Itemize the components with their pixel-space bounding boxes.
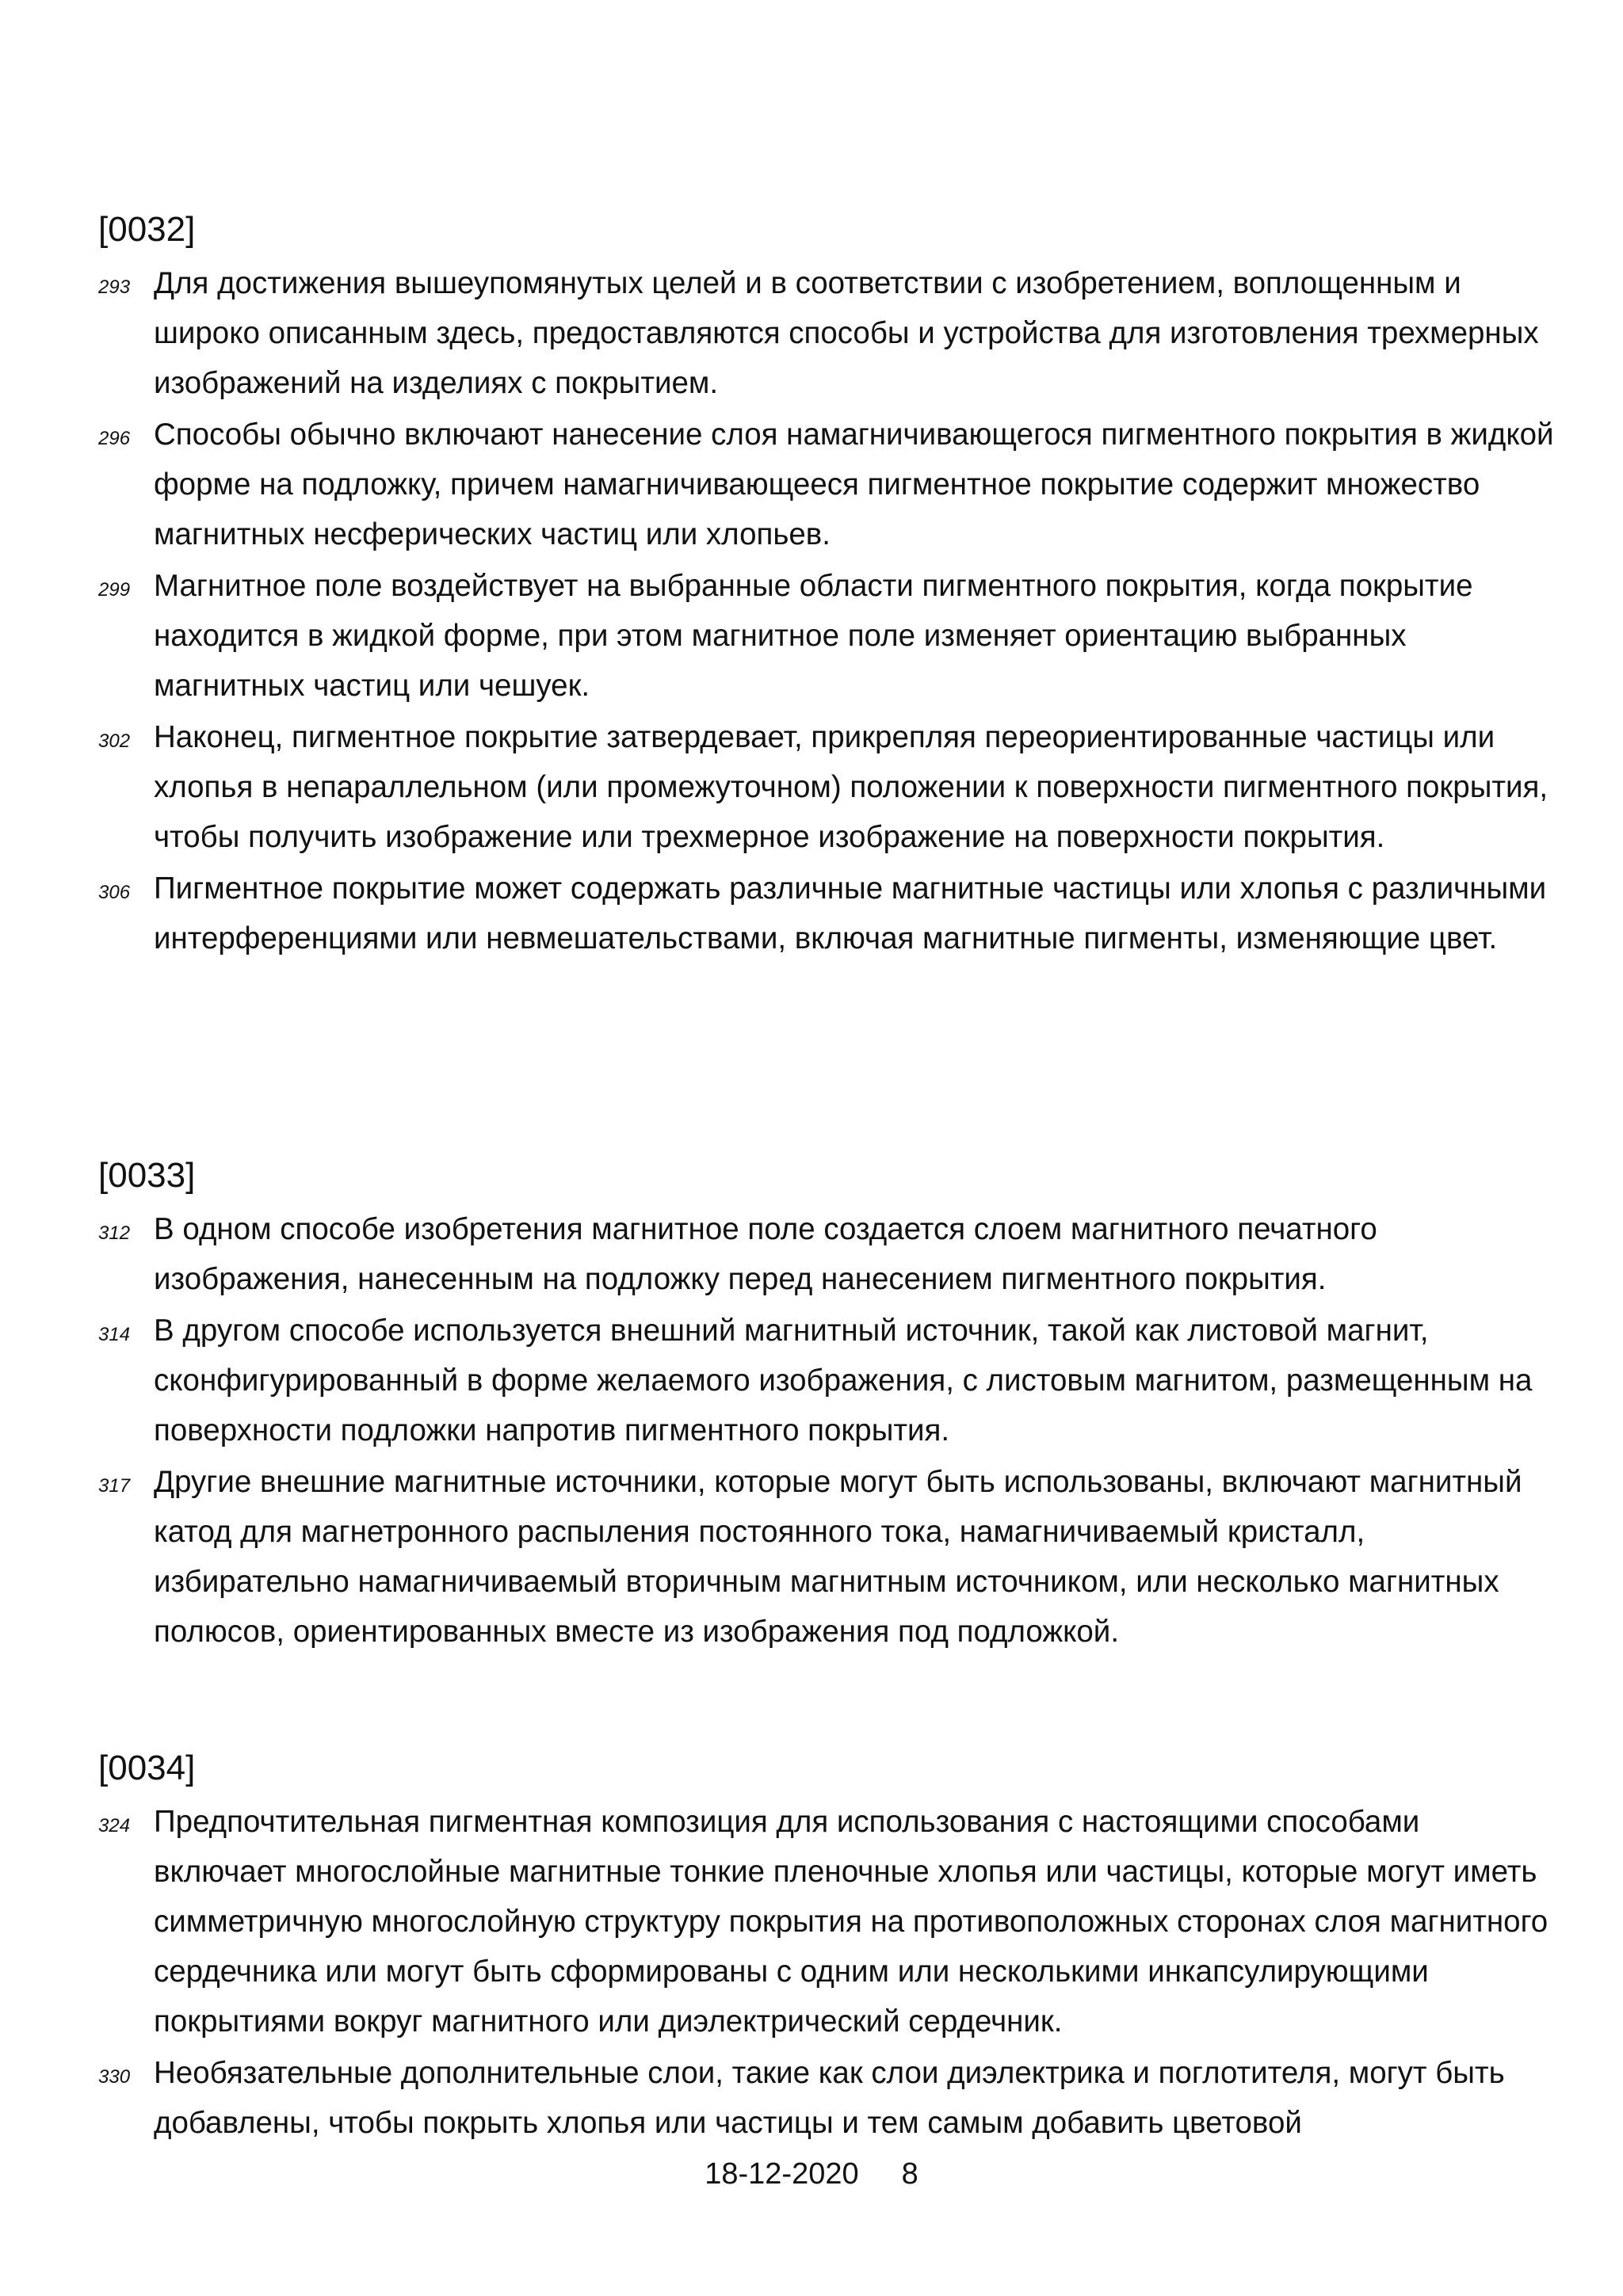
sentence-text: В другом способе используется внешний магнитный источник, такой как листовой магнит, сконфигурированный в форме желаемого изображения, с листовым магнитом, размещенным на поверхности подложки напротив пигментного покрытия. xyxy=(154,1314,1533,1447)
sentence-text: Пигментное покрытие может содержать различные магнитные частицы или хлопья с различными интерференциями или невмешательствами, включая магнитные пигменты, изменяющие цвет. xyxy=(154,871,1547,955)
page-footer xyxy=(0,2155,1623,2193)
numbered-sentence xyxy=(98,2048,1556,2148)
sentence-text: Предпочтительная пигментная композиция для использования с настоящими способами включает многослойные магнитные тонкие пленочные хлопья или частицы, которые могут иметь симметричную многослойную структуру покрытия на противоположных сторонах слоя магнитного сердечника или могут быть сформированы с одним или несколькими инкапсулирующими покрытиями вокруг магнитного или диэлектрический сердечник. xyxy=(154,1805,1549,2039)
sentence-text: Необязательные дополнительные слои, такие как слои диэлектрика и поглотителя, могут быть добавлены, чтобы покрыть хлопья или частицы и тем самым добавить цветовой xyxy=(154,2056,1505,2140)
section-0032 xyxy=(98,209,1556,965)
line-number: 317 xyxy=(98,1475,131,1497)
footer-date: 18-12-2020 xyxy=(705,2157,859,2191)
sentence-text: Другие внешние магнитные источники, которые могут быть использованы, включают магнитный катод для магнетронного распыления постоянного тока, намагничиваемый кристалл, избирательно намагничиваемый вторичным магнитным источником, или несколько магнитных полюсов, ориентированных вместе из изображения под подложкой. xyxy=(154,1465,1522,1649)
page-number: 8 xyxy=(901,2157,918,2191)
line-number: 314 xyxy=(98,1324,131,1345)
sentence-text: Способы обычно включают нанесение слоя намагничивающегося пигментного покрытия в жидкой форме на подложку, причем намагничивающееся пигментное покрытие содержит множество магнитных несферических частиц или хлопьев. xyxy=(154,418,1554,551)
line-number: 312 xyxy=(98,1222,131,1244)
numbered-sentence xyxy=(98,410,1556,559)
section-0033 xyxy=(98,1155,1556,1658)
paragraph-id: [0033] xyxy=(98,1156,196,1195)
sentence-text: Наконец, пигментное покрытие затвердевает, прикрепляя переориентированные частицы или хлопья в непараллельном (или промежуточном) положении к поверхности пигментного покрытия, чтобы получить изображение или трехмерное изображение на поверхности покрытия. xyxy=(154,720,1549,854)
numbered-sentence xyxy=(98,1204,1556,1304)
line-number: 296 xyxy=(98,428,131,449)
numbered-sentence xyxy=(98,1457,1556,1657)
numbered-sentence xyxy=(98,1797,1556,2046)
line-number: 324 xyxy=(98,1815,131,1836)
paragraph-id: [0032] xyxy=(98,210,196,249)
numbered-sentence xyxy=(98,258,1556,408)
numbered-sentence xyxy=(98,712,1556,862)
line-number: 293 xyxy=(98,277,131,298)
line-number: 306 xyxy=(98,882,131,903)
numbered-sentence xyxy=(98,561,1556,711)
line-number: 302 xyxy=(98,730,131,752)
sentence-text: Магнитное поле воздействует на выбранные области пигментного покрытия, когда покрытие находится в жидкой форме, при этом магнитное поле изменяет ориентацию выбранных магнитных частиц или чешуек. xyxy=(154,569,1473,703)
sentence-text: Для достижения вышеупомянутых целей и в соответствии с изобретением, воплощенным и широко описанным здесь, предоставляются способы и устройства для изготовления трехмерных изображений на изделиях с покрытием. xyxy=(154,266,1539,400)
sentence-text: В одном способе изобретения магнитное поле создается слоем магнитного печатного изображения, нанесенным на подложку перед нанесением пигментного покрытия. xyxy=(154,1212,1377,1296)
section-0034 xyxy=(98,1748,1556,2149)
numbered-sentence xyxy=(98,864,1556,963)
line-number: 330 xyxy=(98,2066,131,2088)
paragraph-id: [0034] xyxy=(98,1749,196,1787)
line-number: 299 xyxy=(98,579,131,601)
numbered-sentence xyxy=(98,1306,1556,1455)
